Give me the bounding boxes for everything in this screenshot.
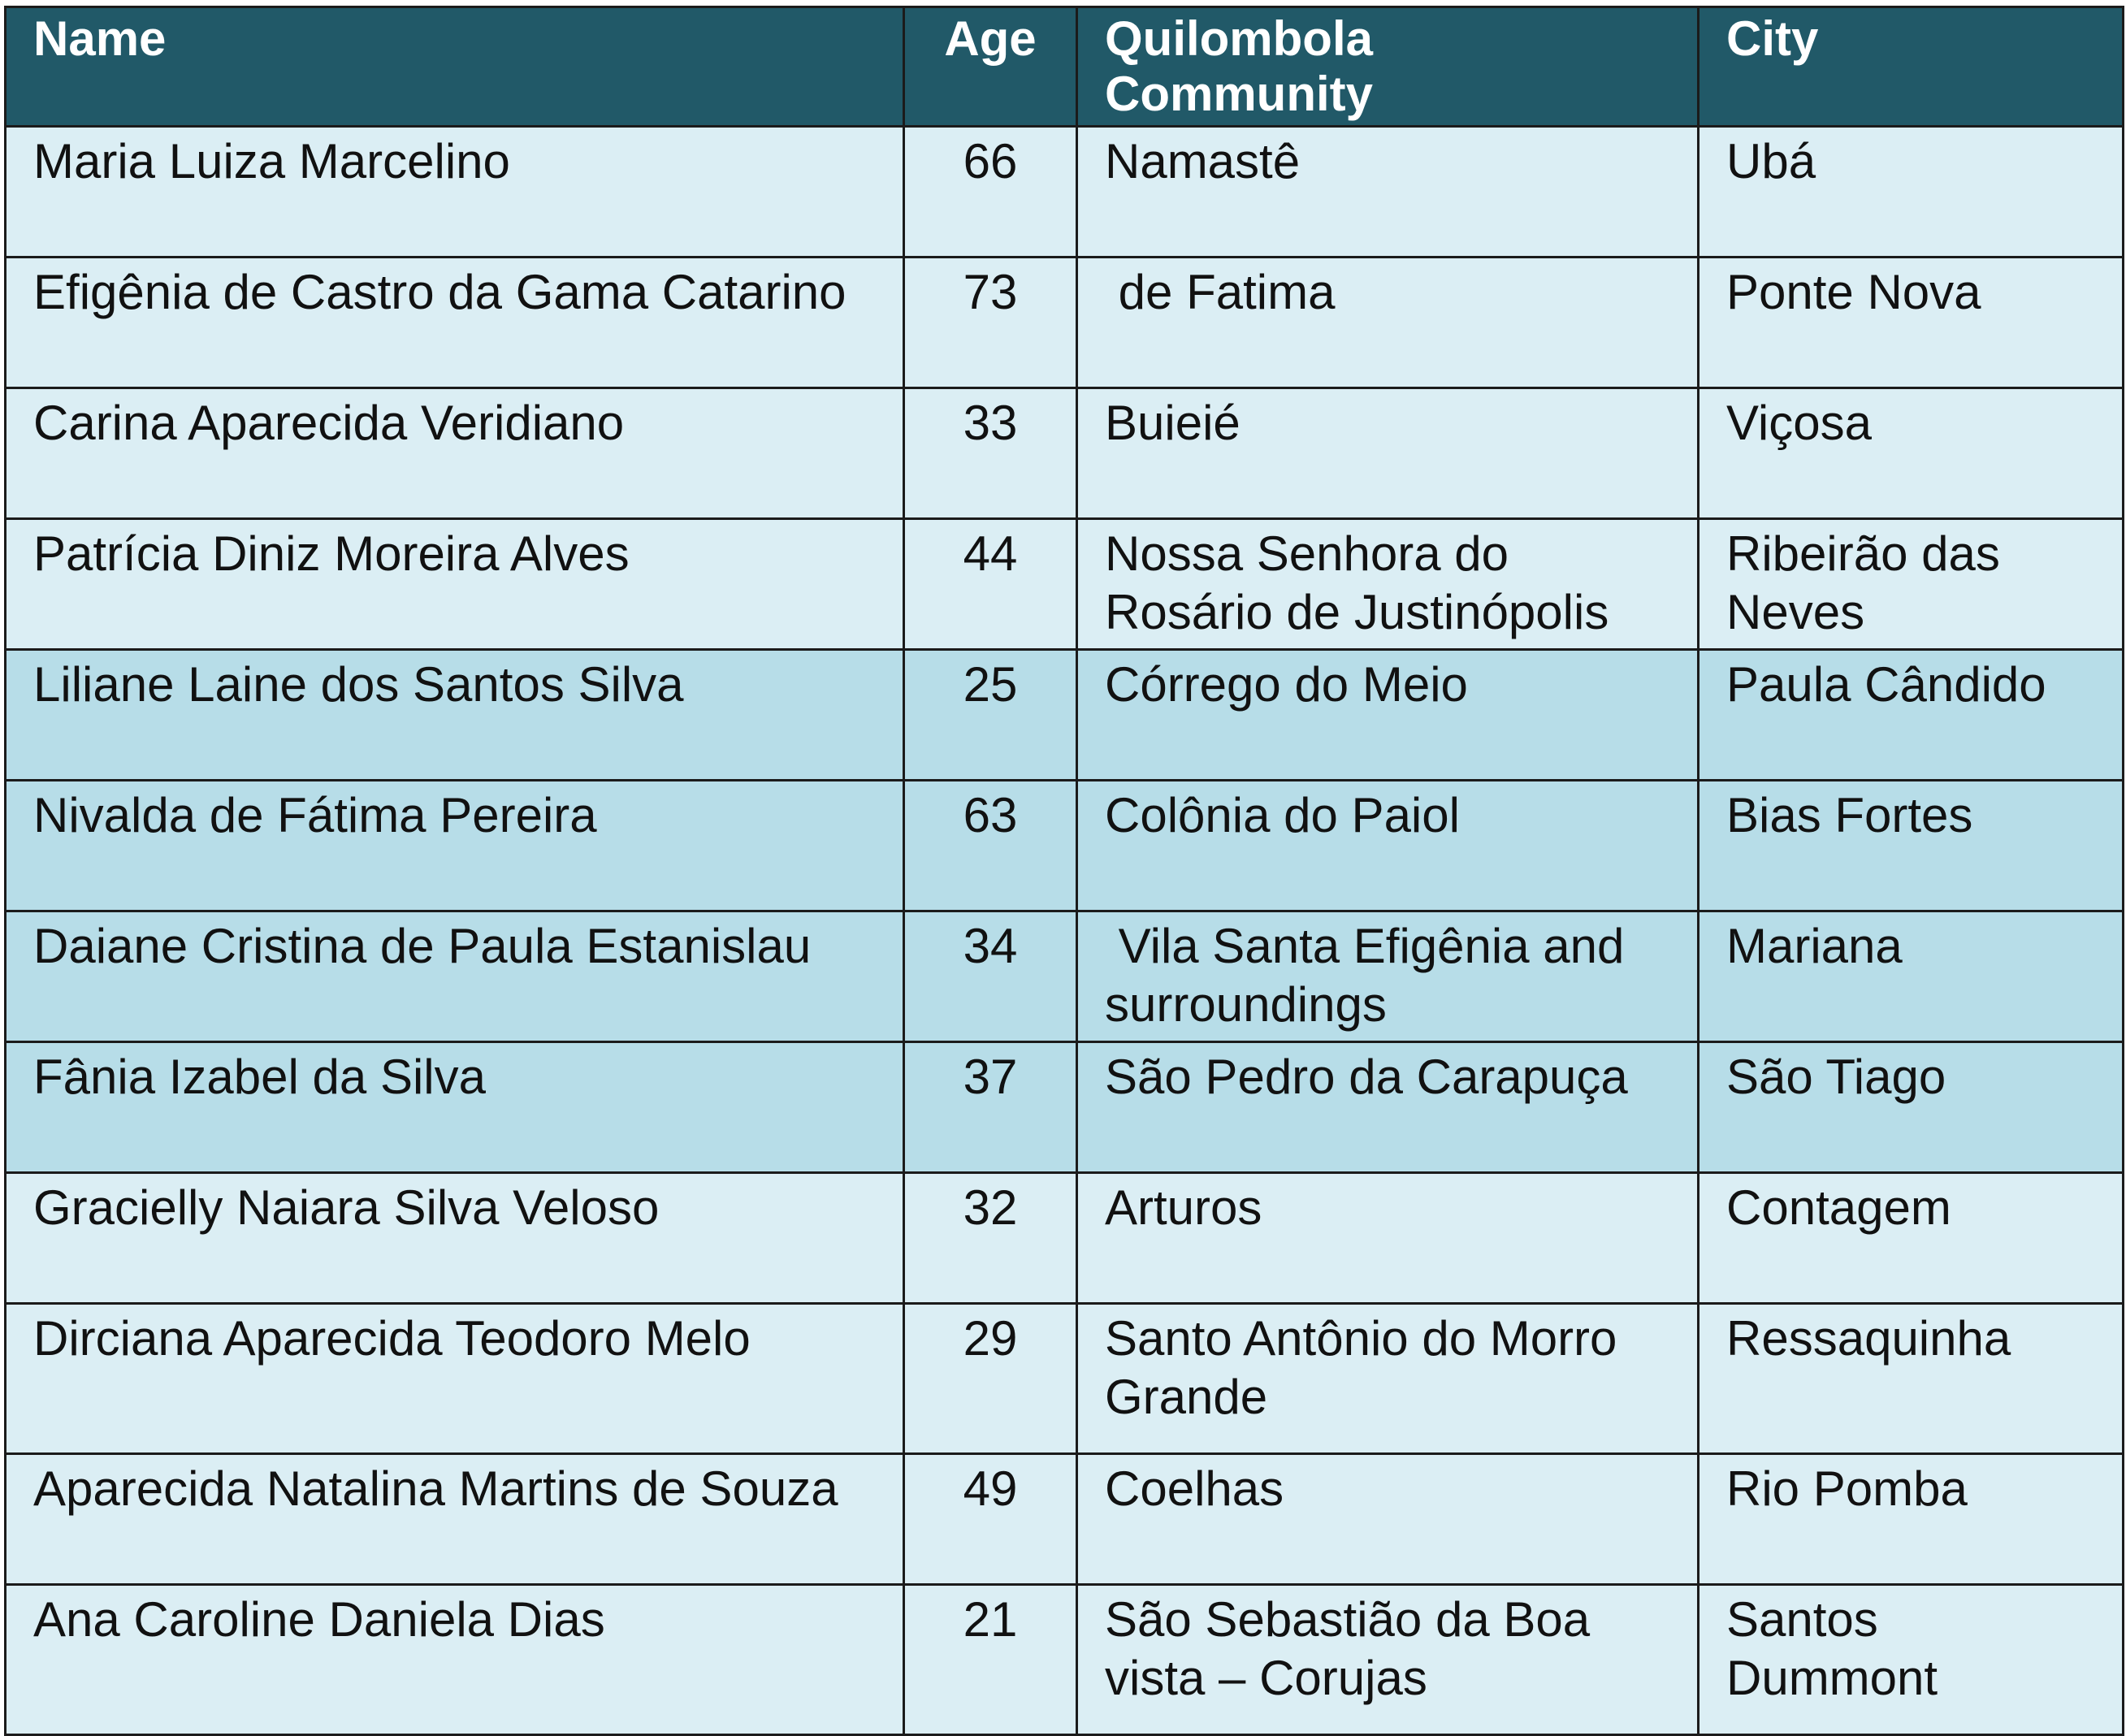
cell-name: Gracielly Naiara Silva Veloso	[6, 1173, 904, 1304]
cell-community: São Sebastião da Boa vista – Corujas	[1077, 1585, 1699, 1735]
cell-city: Bias Fortes	[1699, 781, 2124, 911]
table-row	[6, 1454, 2124, 1585]
table-row	[6, 1304, 2124, 1454]
cell-age: 49	[904, 1454, 1077, 1585]
cell-age: 21	[904, 1585, 1077, 1735]
cell-name: Aparecida Natalina Martins de Souza	[6, 1454, 904, 1585]
table-row	[6, 911, 2124, 1042]
table-row	[6, 388, 2124, 519]
cell-community: de Fatima	[1077, 258, 1699, 388]
cell-community: Buieié	[1077, 388, 1699, 519]
table-row	[6, 127, 2124, 258]
cell-city: Ribeirão das Neves	[1699, 519, 2124, 650]
cell-community: Córrego do Meio	[1077, 650, 1699, 781]
cell-age: 66	[904, 127, 1077, 258]
cell-name: Efigênia de Castro da Gama Catarino	[6, 258, 904, 388]
cell-age: 33	[904, 388, 1077, 519]
cell-city: Mariana	[1699, 911, 2124, 1042]
cell-name: Liliane Laine dos Santos Silva	[6, 650, 904, 781]
cell-name: Patrícia Diniz Moreira Alves	[6, 519, 904, 650]
table-header-row	[6, 7, 2124, 127]
table-row	[6, 650, 2124, 781]
cell-community: Nossa Senhora do Rosário de Justinópolis	[1077, 519, 1699, 650]
cell-city: Paula Cândido	[1699, 650, 2124, 781]
table-row	[6, 1173, 2124, 1304]
cell-name: Carina Aparecida Veridiano	[6, 388, 904, 519]
header-age: Age	[904, 7, 1077, 127]
cell-age: 29	[904, 1304, 1077, 1454]
table-row	[6, 781, 2124, 911]
cell-community: Coelhas	[1077, 1454, 1699, 1585]
cell-community: Santo Antônio do Morro Grande	[1077, 1304, 1699, 1454]
header-city: City	[1699, 7, 2124, 127]
cell-age: 34	[904, 911, 1077, 1042]
cell-name: Maria Luiza Marcelino	[6, 127, 904, 258]
cell-name: Ana Caroline Daniela Dias	[6, 1585, 904, 1735]
table-row	[6, 1585, 2124, 1735]
cell-name: Dirciana Aparecida Teodoro Melo	[6, 1304, 904, 1454]
cell-name: Fânia Izabel da Silva	[6, 1042, 904, 1173]
cell-age: 44	[904, 519, 1077, 650]
cell-name: Daiane Cristina de Paula Estanislau	[6, 911, 904, 1042]
cell-age: 37	[904, 1042, 1077, 1173]
cell-city: Viçosa	[1699, 388, 2124, 519]
cell-city: Rio Pomba	[1699, 1454, 2124, 1585]
cell-age: 25	[904, 650, 1077, 781]
cell-city: Ressaquinha	[1699, 1304, 2124, 1454]
table-row	[6, 1042, 2124, 1173]
cell-city: São Tiago	[1699, 1042, 2124, 1173]
cell-community: São Pedro da Carapuça	[1077, 1042, 1699, 1173]
table-row	[6, 258, 2124, 388]
cell-city: Ponte Nova	[1699, 258, 2124, 388]
table-row	[6, 519, 2124, 650]
cell-community: Colônia do Paiol	[1077, 781, 1699, 911]
header-community: Quilombola Community	[1077, 7, 1699, 127]
cell-city: Contagem	[1699, 1173, 2124, 1304]
cell-community: Vila Santa Efigênia and surroundings	[1077, 911, 1699, 1042]
cell-community: Namastê	[1077, 127, 1699, 258]
cell-age: 63	[904, 781, 1077, 911]
cell-city: Ubá	[1699, 127, 2124, 258]
cell-age: 32	[904, 1173, 1077, 1304]
cell-city: Santos Dummont	[1699, 1585, 2124, 1735]
participants-table	[4, 6, 2124, 1736]
cell-community: Arturos	[1077, 1173, 1699, 1304]
cell-age: 73	[904, 258, 1077, 388]
cell-name: Nivalda de Fátima Pereira	[6, 781, 904, 911]
header-name: Name	[6, 7, 904, 127]
